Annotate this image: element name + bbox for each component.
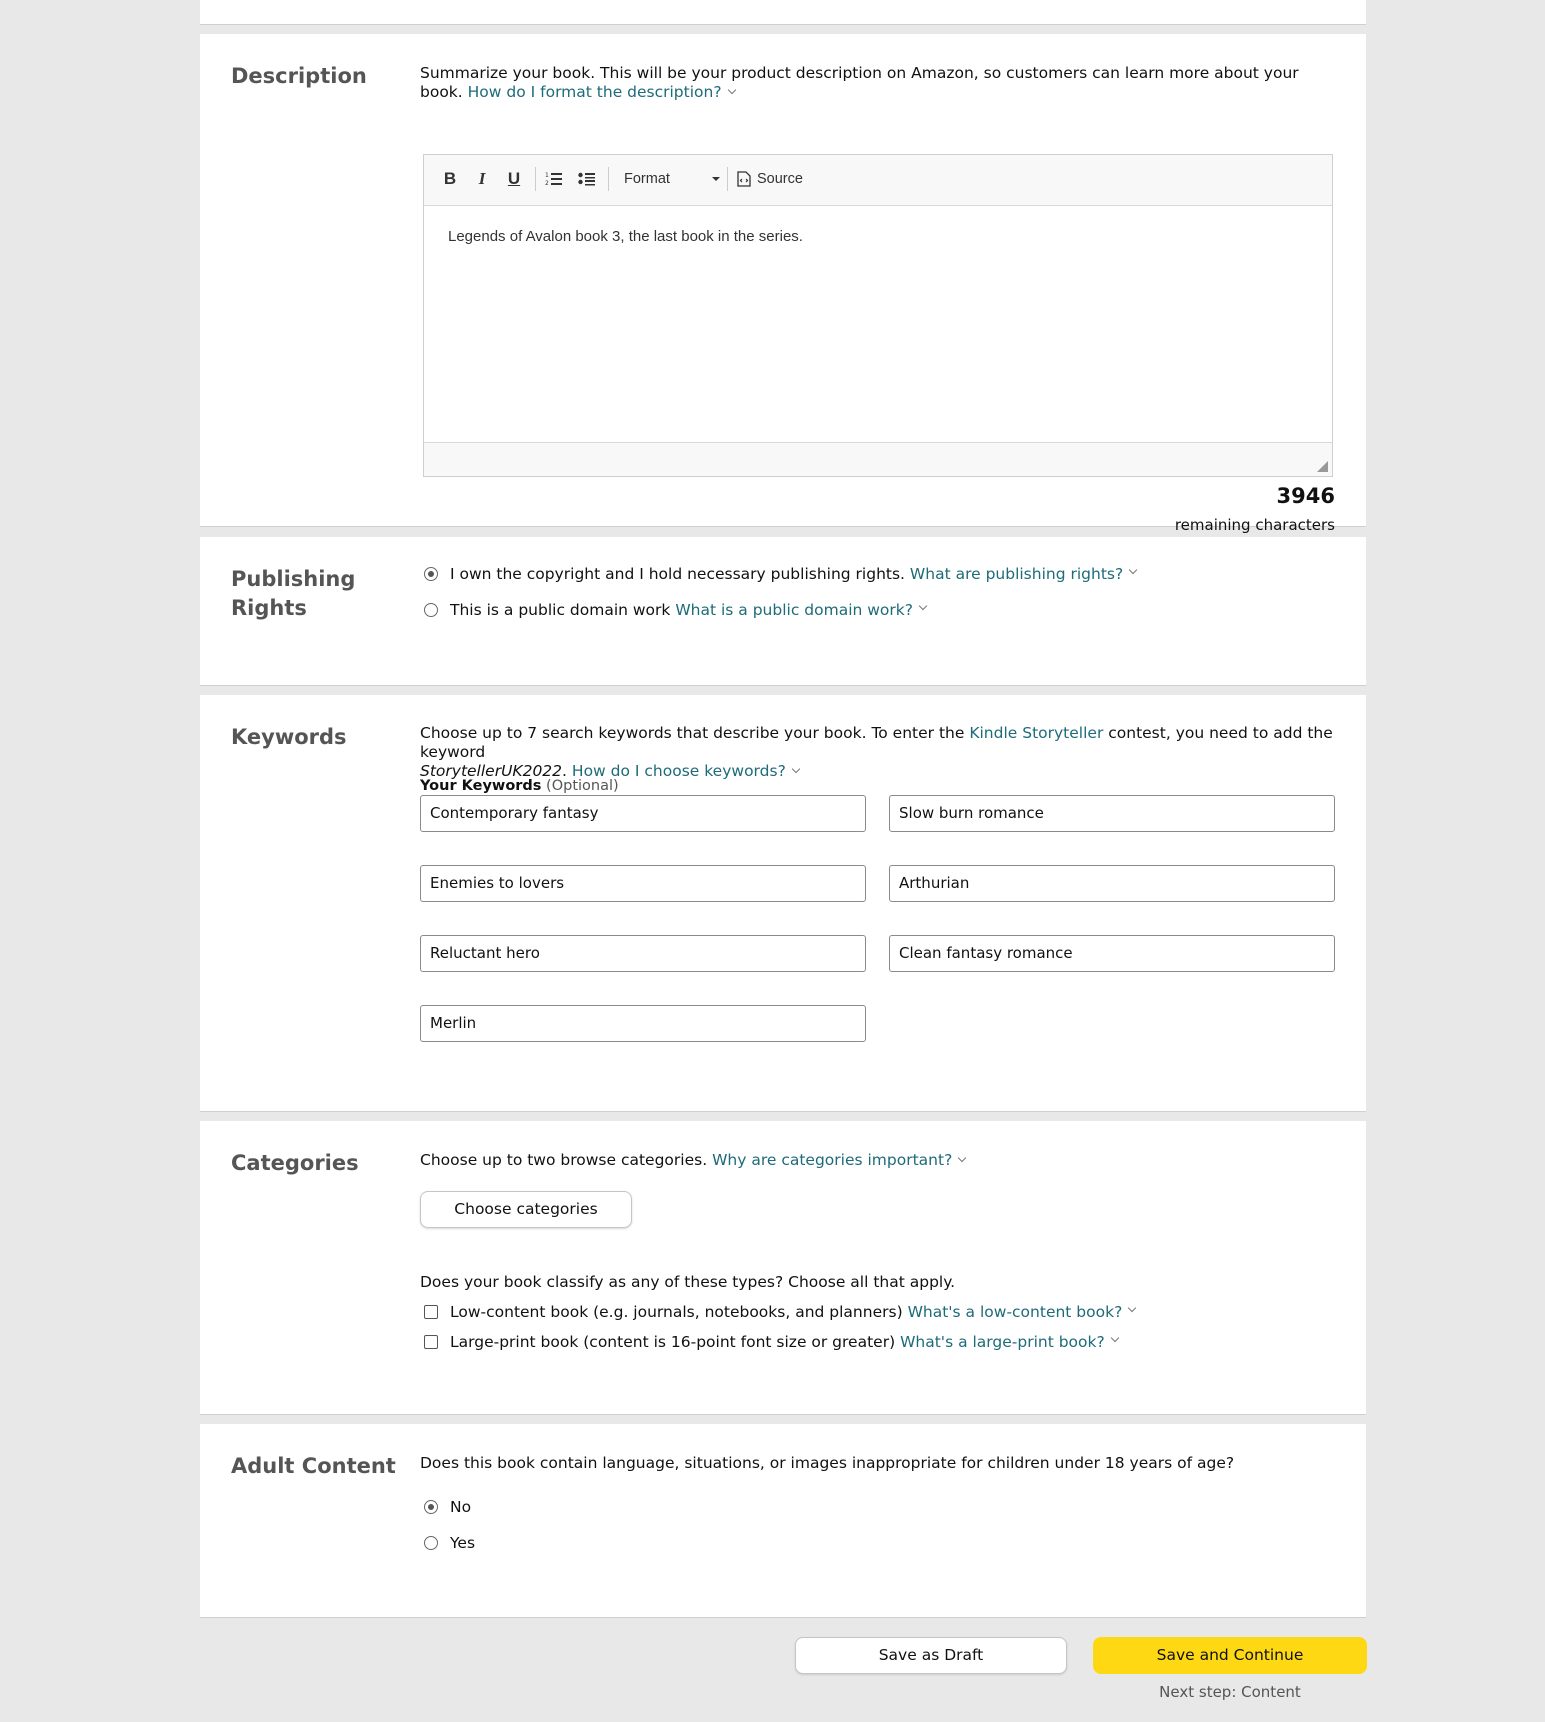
chevron-down-icon xyxy=(958,1154,966,1162)
save-and-continue-button[interactable]: Save and Continue xyxy=(1093,1637,1367,1674)
adult-content-title: Adult Content xyxy=(231,1454,396,1478)
italic-button[interactable]: I xyxy=(478,169,486,188)
keyword-input-5[interactable]: Reluctant hero xyxy=(420,935,866,972)
adult-content-section xyxy=(200,1424,1366,1618)
caret-down-icon xyxy=(712,177,720,181)
checkbox[interactable] xyxy=(424,1305,438,1319)
rights-option-public-domain[interactable]: This is a public domain work What is a public domain work? xyxy=(420,601,926,619)
underline-button[interactable]: U xyxy=(507,169,521,188)
previous-section-card xyxy=(200,0,1366,25)
categories-section xyxy=(200,1121,1366,1415)
resize-handle-icon[interactable] xyxy=(1317,461,1328,472)
adult-option-no[interactable]: No xyxy=(420,1498,471,1516)
choose-categories-button[interactable]: Choose categories xyxy=(420,1191,632,1228)
keyword-input-1[interactable]: Contemporary fantasy xyxy=(420,795,866,832)
toolbar-divider xyxy=(535,167,536,191)
source-icon xyxy=(737,171,751,187)
format-dropdown[interactable]: Format xyxy=(624,169,720,189)
bulleted-list-icon[interactable] xyxy=(577,169,597,189)
chevron-down-icon xyxy=(919,602,927,610)
publishing-rights-help-link[interactable]: What are publishing rights? xyxy=(909,565,1124,583)
radio-selected[interactable] xyxy=(424,567,438,581)
adult-option-yes[interactable]: Yes xyxy=(420,1534,475,1552)
keyword-input-6[interactable]: Clean fantasy romance xyxy=(889,935,1335,972)
radio-selected[interactable] xyxy=(424,1500,438,1514)
categories-intro: Choose up to two browse categories. Why are categories important? xyxy=(420,1151,1335,1170)
adult-content-question: Does this book contain language, situations, or images inappropriate for children under 18 years of age? xyxy=(420,1454,1235,1472)
keyword-input-3[interactable]: Enemies to lovers xyxy=(420,865,866,902)
keyword-input-4[interactable]: Arthurian xyxy=(889,865,1335,902)
editor-footer xyxy=(424,442,1332,476)
chevron-down-icon xyxy=(792,765,800,773)
save-as-draft-button[interactable]: Save as Draft xyxy=(795,1637,1067,1674)
kindle-storyteller-link[interactable]: Kindle Storyteller xyxy=(969,724,1104,742)
publishing-rights-section xyxy=(200,537,1366,686)
chevron-down-icon xyxy=(1110,1334,1118,1342)
svg-text:1: 1 xyxy=(545,172,549,179)
next-step-label: Next step: Content xyxy=(1159,1683,1301,1701)
description-editor[interactable] xyxy=(423,154,1333,477)
large-print-help-link[interactable]: What's a large-print book? xyxy=(900,1333,1105,1351)
public-domain-help-link[interactable]: What is a public domain work? xyxy=(675,601,913,619)
chevron-down-icon xyxy=(1128,1304,1136,1312)
toolbar-divider xyxy=(727,167,728,191)
keyword-input-7[interactable]: Merlin xyxy=(420,1005,866,1042)
svg-text:2: 2 xyxy=(545,180,549,187)
categories-help-link[interactable]: Why are categories important? xyxy=(712,1151,953,1169)
bold-button[interactable]: B xyxy=(443,169,457,188)
editor-text-area[interactable]: Legends of Avalon book 3, the last book in the series. xyxy=(448,228,803,245)
checkbox[interactable] xyxy=(424,1335,438,1349)
rights-option-own[interactable]: I own the copyright and I hold necessary publishing rights. What are publishing rights? xyxy=(420,565,1136,583)
keywords-section xyxy=(200,695,1366,1112)
low-content-option[interactable]: Low-content book (e.g. journals, notebooks, and planners) What's a low-content book? xyxy=(420,1303,1135,1321)
categories-title: Categories xyxy=(231,1151,359,1175)
low-content-help-link[interactable]: What's a low-content book? xyxy=(907,1303,1123,1321)
large-print-option[interactable]: Large-print book (content is 16-point font size or greater) What's a large-print book? xyxy=(420,1333,1118,1351)
keywords-title: Keywords xyxy=(231,725,347,749)
chevron-down-icon xyxy=(727,86,735,94)
description-help-link[interactable]: How do I format the description? xyxy=(467,83,722,101)
radio-unselected[interactable] xyxy=(424,1536,438,1550)
keywords-help-link[interactable]: How do I choose keywords? xyxy=(571,762,786,780)
toolbar-divider xyxy=(608,167,609,191)
radio-unselected[interactable] xyxy=(424,603,438,617)
chevron-down-icon xyxy=(1129,566,1137,574)
keyword-input-2[interactable]: Slow burn romance xyxy=(889,795,1335,832)
description-title: Description xyxy=(231,64,367,88)
remaining-count: 3946 xyxy=(1276,484,1335,508)
source-button[interactable]: Source xyxy=(737,169,807,189)
numbered-list-icon[interactable] xyxy=(544,169,564,189)
editor-toolbar xyxy=(424,155,1332,206)
categories-types-question: Does your book classify as any of these types? Choose all that apply. xyxy=(420,1273,956,1291)
description-section xyxy=(200,34,1366,534)
keywords-label: Your Keywords (Optional) xyxy=(420,778,619,794)
description-intro: Summarize your book. This will be your product description on Amazon, so customers can learn more about your book. How do I format the description? xyxy=(420,64,1299,101)
keywords-intro: Choose up to 7 search keywords that describe your book. To enter the Kindle Storyteller contest, you need to add the keyword StorytellerUK2022. How do I choose keywords? xyxy=(420,724,1333,780)
publishing-rights-title: Publishing Rights xyxy=(231,567,356,620)
remaining-label: remaining characters xyxy=(1174,516,1335,534)
